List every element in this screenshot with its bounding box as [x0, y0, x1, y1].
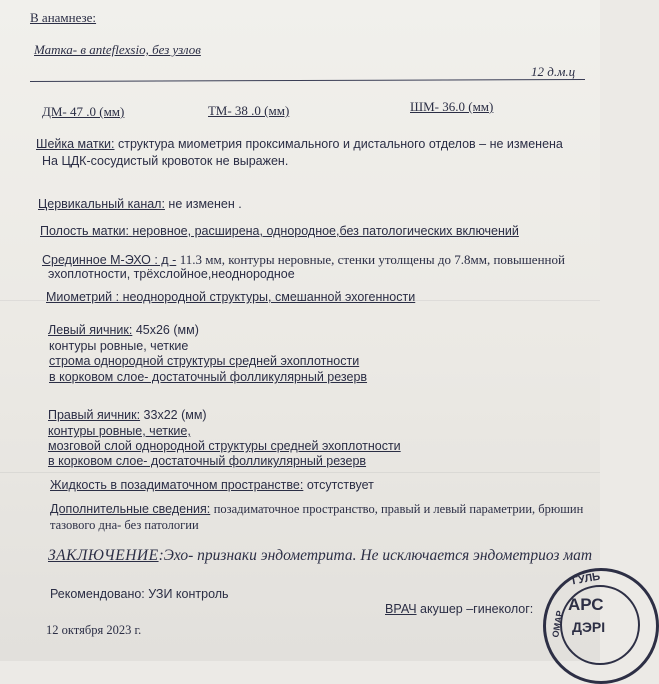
right-ovary-line1: контуры ровные, четкие,: [48, 424, 191, 438]
left-ovary-label: Левый яичник:: [48, 323, 133, 337]
cervix-doppler: На ЦДК-сосудистый кровоток не выражен.: [42, 154, 289, 168]
doctor-text: акушер –гинеколог:: [420, 602, 534, 616]
underline-rule: [30, 79, 585, 82]
left-ovary-line3: в корковом слое- достаточный фолликулярный резерв: [49, 370, 368, 384]
right-ovary-label: Правый яичник:: [48, 408, 141, 422]
right-ovary-line2: мозговой слой однородной структуры средней эхоплотности: [48, 439, 401, 453]
median-echo-label: Срединное М-ЭХО : д -: [42, 253, 177, 267]
stamp-text-side: ОМАР: [550, 609, 565, 639]
paper-fold: [0, 472, 600, 473]
stamp-text-mid: АРС: [568, 595, 604, 614]
uterine-cavity-label: Полость матки:: [40, 224, 129, 238]
conclusion-text: :Эхо- признаки эндометрита. Не исключается эндометриоз мат: [158, 547, 593, 564]
doctor-label: ВРАЧ: [385, 602, 417, 616]
recommendation: Рекомендовано: УЗИ контроль: [50, 587, 229, 601]
additional-label: Дополнительные сведения:: [50, 502, 211, 516]
right-ovary-size: 33х22 (мм): [143, 408, 207, 422]
conclusion-label: ЗАКЛЮЧЕНИЕ: [48, 547, 159, 564]
uterine-cavity-text: неровное, расширена, однородное,без патологических включений: [132, 224, 519, 238]
left-ovary-size: 45х26 (мм): [135, 323, 199, 337]
dm-measurement: ДМ- 47 .0 (мм): [42, 104, 125, 119]
cycle-day: 12 д.м.ц: [531, 64, 576, 79]
cervical-canal-text: не изменен .: [168, 197, 242, 211]
stamp-text-top: ГУЛЬ: [571, 570, 602, 588]
additional-text2: тазового дна- без патологии: [50, 518, 199, 532]
cervix-label: Шейка матки:: [36, 137, 115, 151]
free-fluid-text: отсутствует: [306, 478, 374, 492]
report-date: 12 октября 2023 г.: [46, 623, 142, 637]
median-echo-text2: эхоплотности, трёхслойное,неоднородное: [48, 267, 295, 281]
right-ovary-line3: в корковом слое- достаточный фолликулярный резерв: [48, 454, 367, 468]
myometrium-text: неоднородной структуры, смешанной эхогенности: [122, 290, 416, 304]
shm-measurement: ШМ- 36.0 (мм): [410, 99, 494, 114]
cervix-text: структура миометрия проксимального и дистального отделов – не изменена: [117, 137, 563, 151]
free-fluid-label: Жидкость в позадиматочном пространстве:: [50, 478, 304, 492]
additional-text: позадиматочное пространство, правый и левый параметрии, брюшин: [213, 502, 584, 516]
uterus-position: Матка- в anteflexsio, без узлов: [34, 42, 201, 57]
tm-measurement: ТМ- 38 .0 (мм): [208, 103, 290, 118]
anamnesis-heading: В анамнезе:: [30, 10, 97, 25]
left-ovary-line2: строма однородной структуры средней эхоплотности: [49, 354, 360, 368]
clinic-stamp: [543, 568, 659, 684]
myometrium-label: Миометрий :: [46, 290, 120, 304]
cervical-canal-label: Цервикальный канал:: [38, 197, 165, 211]
median-echo-text: 11.3 мм, контуры неровные, стенки утолщены до 7.8мм, повышенной: [179, 252, 565, 267]
stamp-text-low: ДЭРІ: [572, 619, 606, 635]
left-ovary-line1: контуры ровные, четкие: [49, 339, 189, 353]
